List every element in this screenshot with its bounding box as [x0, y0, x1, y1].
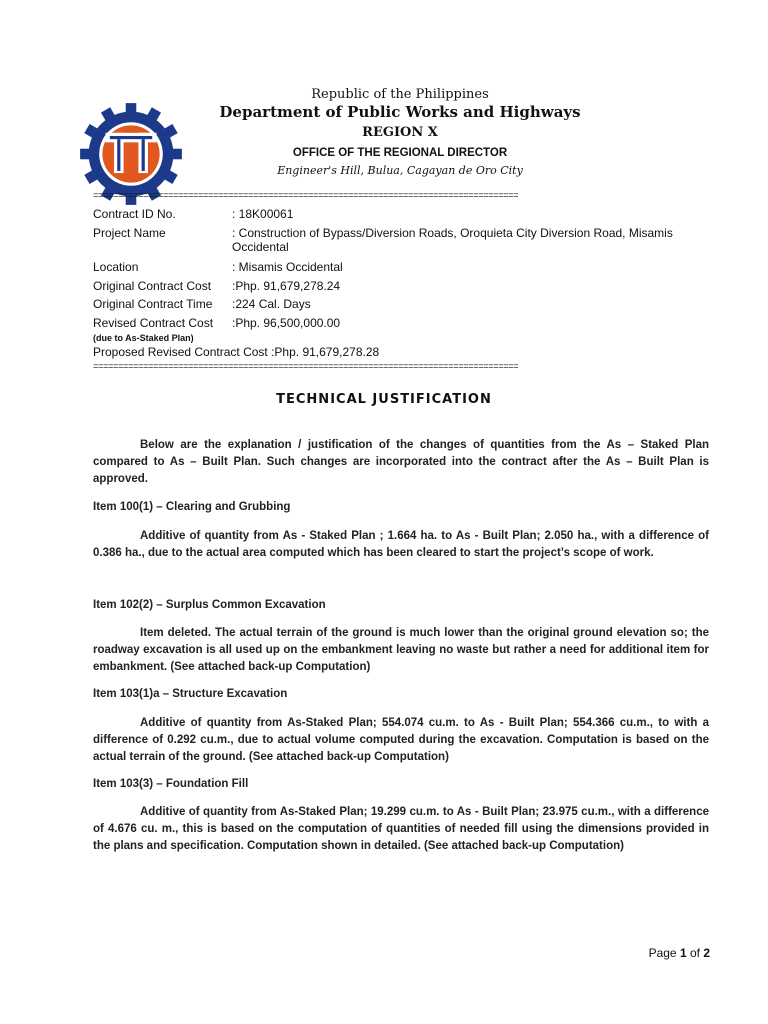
revised-cost-value: :Php. 96,500,000.00 [232, 316, 341, 330]
original-cost-label: Original Contract Cost [93, 279, 212, 293]
location-row [93, 260, 713, 274]
project-name-label: Project Name [93, 226, 166, 240]
page-prefix: Page [648, 946, 680, 960]
item-section [93, 776, 709, 793]
proposed-cost-line: Proposed Revised Contract Cost :Php. 91,679,278.28 [93, 345, 380, 359]
item-section [93, 597, 709, 614]
document-title: TECHNICAL JUSTIFICATION [276, 392, 492, 407]
location-label: Location [93, 260, 139, 274]
original-cost-row [93, 279, 713, 293]
divider-bottom: ===================================================================================== [93, 362, 519, 372]
project-name-value: : Construction of Bypass/Diversion Roads, Oroquieta City Diversion Road, Misamis Occidental [232, 226, 673, 254]
item-title: Item 100(1) – Clearing and Grubbing [93, 501, 291, 513]
item-section [93, 686, 709, 703]
project-name-row [93, 226, 713, 254]
department-heading: Department of Public Works and Highways [219, 103, 581, 121]
revised-cost-label: Revised Contract Cost [93, 316, 214, 330]
item-section [93, 625, 709, 676]
item-title: Item 103(3) – Foundation Fill [93, 778, 249, 790]
item-paragraph: Additive of quantity from As - Staked Plan ; 1.664 ha. to As - Built Plan; 2.050 ha., with a difference of 0.386 ha., due to the actual area computed which has been cleared to start the project’s scope of work. [93, 530, 709, 559]
contract-id-row [93, 207, 713, 221]
original-time-label: Original Contract Time [93, 297, 213, 311]
item-title: Item 103(1)a – Structure Excavation [93, 688, 288, 700]
item-paragraph: Additive of quantity from As-Staked Plan; 554.074 cu.m. to As - Built Plan; 554.366 cu.m., to with a difference of 0.292 cu.m., due to actual volume computed during the excavation. Computation is based on the actual terrain of the ground. (See attached back-up Computation) [93, 717, 709, 763]
page-total: 2 [703, 946, 710, 960]
item-section [93, 715, 709, 766]
revised-cost-note: (due to As-Staked Plan) [93, 333, 194, 343]
page-current: 1 [679, 946, 687, 960]
region-heading: REGION X [362, 125, 438, 140]
item-paragraph: Item deleted. The actual terrain of the ground is much lower than the original ground elevation so; the roadway excavation is all used up on the embankment leaving no waste but rather a need for additional item for embankment. (See attached back-up Computation) [93, 627, 709, 673]
page-number [600, 946, 710, 960]
revised-cost-row [93, 316, 713, 330]
office-address: Engineer's Hill, Bulua, Cagayan de Oro City [277, 164, 523, 177]
divider-top: ===================================================================================== [93, 191, 519, 201]
item-title: Item 102(2) – Surplus Common Excavation [93, 599, 326, 611]
location-value: : Misamis Occidental [232, 260, 343, 274]
original-time-value: :224 Cal. Days [232, 297, 311, 311]
item-paragraph: Additive of quantity from As-Staked Plan; 19.299 cu.m. to As - Built Plan; 23.975 cu.m., with a difference of 4.676 cu. m., this is based on the computation of quantities of needed fill using the dimensions provided in the plans and specification. Computation shown in detailed. (See attached back-up Computation) [93, 806, 709, 852]
page-of: of [686, 946, 704, 960]
intro-section [93, 437, 709, 488]
item-section [93, 499, 709, 516]
original-cost-value: :Php. 91,679,278.24 [232, 279, 341, 293]
original-time-row [93, 297, 713, 311]
intro-paragraph: Below are the explanation / justification of the changes of quantities from the As – Staked Plan compared to As – Built Plan. Such changes are incorporated into the contract after the As – Built Plan is approved. [93, 439, 709, 485]
office-heading: OFFICE OF THE REGIONAL DIRECTOR [292, 147, 508, 159]
contract-id-value: : 18K00061 [232, 207, 294, 221]
item-section [93, 804, 709, 855]
item-section [93, 528, 709, 562]
contract-id-label: Contract ID No. [93, 207, 176, 221]
republic-heading: Republic of the Philippines [311, 87, 489, 102]
